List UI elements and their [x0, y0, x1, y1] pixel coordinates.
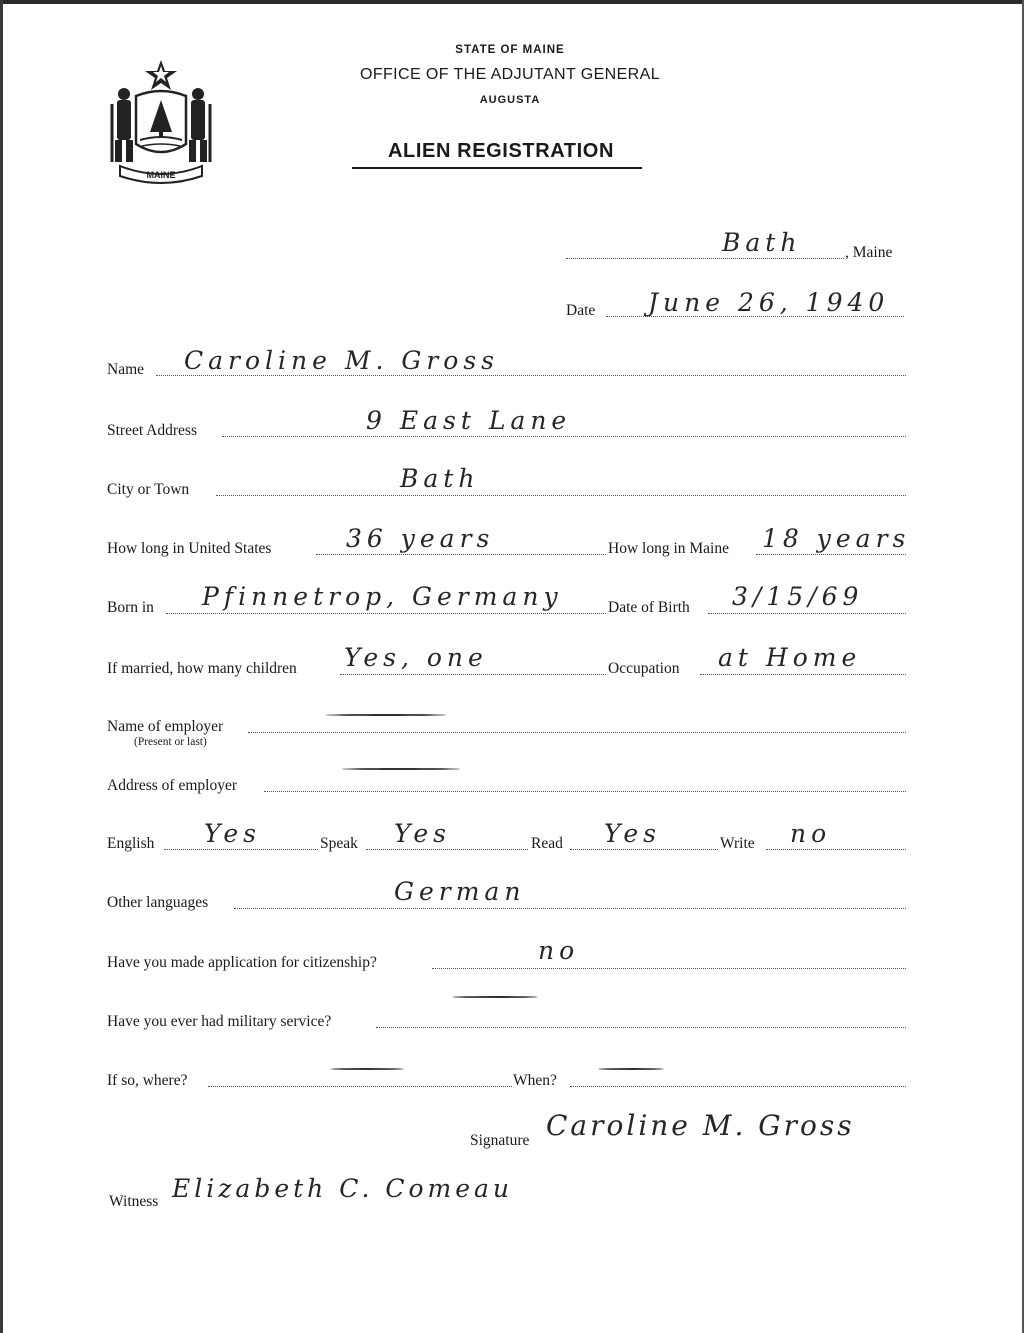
scan-border-top — [0, 0, 1024, 4]
dob-label: Date of Birth — [608, 599, 690, 616]
children-label: If married, how many children — [107, 660, 297, 677]
maine-duration-label: How long in Maine — [608, 540, 729, 557]
english-label: English — [107, 835, 155, 852]
maine-seal-icon — [106, 56, 216, 186]
where-line — [208, 1086, 512, 1087]
employer-sublabel: (Present or last) — [134, 736, 207, 748]
employer-label: Name of employer — [107, 718, 224, 735]
employer-address-line — [264, 791, 906, 792]
occupation-value: at Home — [718, 643, 862, 672]
employer-address-label: Address of employer — [107, 777, 237, 794]
city-line — [216, 495, 906, 496]
citizenship-value: no — [538, 936, 580, 965]
header-state: STATE OF MAINE — [455, 44, 565, 56]
other-languages-label: Other languages — [107, 894, 209, 911]
employer-address-blank-dash — [342, 768, 460, 770]
other-languages-value: German — [394, 877, 526, 906]
when-blank-dash — [598, 1068, 664, 1070]
occupation-line — [700, 674, 906, 675]
name-label: Name — [107, 361, 145, 378]
when-line — [570, 1086, 906, 1087]
employer-blank-dash — [326, 714, 446, 716]
read-label: Read — [531, 835, 563, 852]
header-office: OFFICE OF THE ADJUTANT GENERAL — [359, 66, 661, 83]
children-value: Yes, one — [344, 643, 488, 672]
born-label: Born in — [107, 599, 154, 616]
name-line — [156, 375, 906, 376]
witness-label: Witness — [109, 1193, 159, 1210]
date-label: Date — [566, 302, 596, 319]
children-line — [340, 674, 606, 675]
write-value: no — [790, 819, 832, 848]
dob-line — [708, 613, 906, 614]
military-line — [376, 1027, 906, 1028]
read-value: Yes — [604, 819, 661, 848]
seal-banner-text: MAINE — [146, 170, 176, 180]
military-label: Have you ever had military service? — [107, 1013, 332, 1030]
us-duration-line — [316, 554, 606, 555]
speak-line — [366, 849, 528, 850]
when-label: When? — [513, 1072, 557, 1089]
place-suffix: , Maine — [845, 244, 893, 261]
city-value: Bath — [400, 464, 480, 493]
us-duration-value: 36 years — [346, 524, 495, 553]
place-line — [566, 258, 844, 259]
maine-duration-value: 18 years — [762, 524, 911, 553]
citizenship-label: Have you made application for citizenship? — [107, 954, 377, 971]
date-value: June 26, 1940 — [648, 288, 890, 317]
write-label: Write — [720, 835, 755, 852]
speak-label: Speak — [320, 835, 358, 852]
where-blank-dash — [330, 1068, 404, 1070]
occupation-label: Occupation — [608, 660, 680, 677]
title-underline — [352, 167, 642, 169]
street-label: Street Address — [107, 422, 197, 439]
military-blank-dash — [452, 996, 538, 998]
scan-border-left — [0, 0, 3, 1333]
english-value: Yes — [204, 819, 261, 848]
place-value: Bath — [722, 228, 802, 257]
dob-value: 3/15/69 — [732, 582, 864, 611]
where-label: If so, where? — [107, 1072, 188, 1089]
write-line — [766, 849, 906, 850]
city-label: City or Town — [107, 481, 190, 498]
street-value: 9 East Lane — [366, 406, 572, 435]
read-line — [570, 849, 718, 850]
born-value: Pfinnetrop, Germany — [202, 582, 563, 611]
other-languages-line — [234, 908, 906, 909]
witness-value: Elizabeth C. Comeau — [172, 1174, 514, 1203]
form-title: ALIEN REGISTRATION — [388, 140, 614, 162]
us-duration-label: How long in United States — [107, 540, 272, 557]
employer-line — [248, 732, 906, 733]
speak-value: Yes — [394, 819, 451, 848]
header-city: AUGUSTA — [479, 94, 541, 106]
signature-value: Caroline M. Gross — [546, 1109, 855, 1142]
street-line — [222, 436, 906, 437]
english-line — [164, 849, 318, 850]
citizenship-line — [432, 968, 906, 969]
born-line — [166, 613, 606, 614]
maine-duration-line — [756, 554, 906, 555]
name-value: Caroline M. Gross — [184, 346, 499, 375]
signature-label: Signature — [470, 1132, 530, 1149]
